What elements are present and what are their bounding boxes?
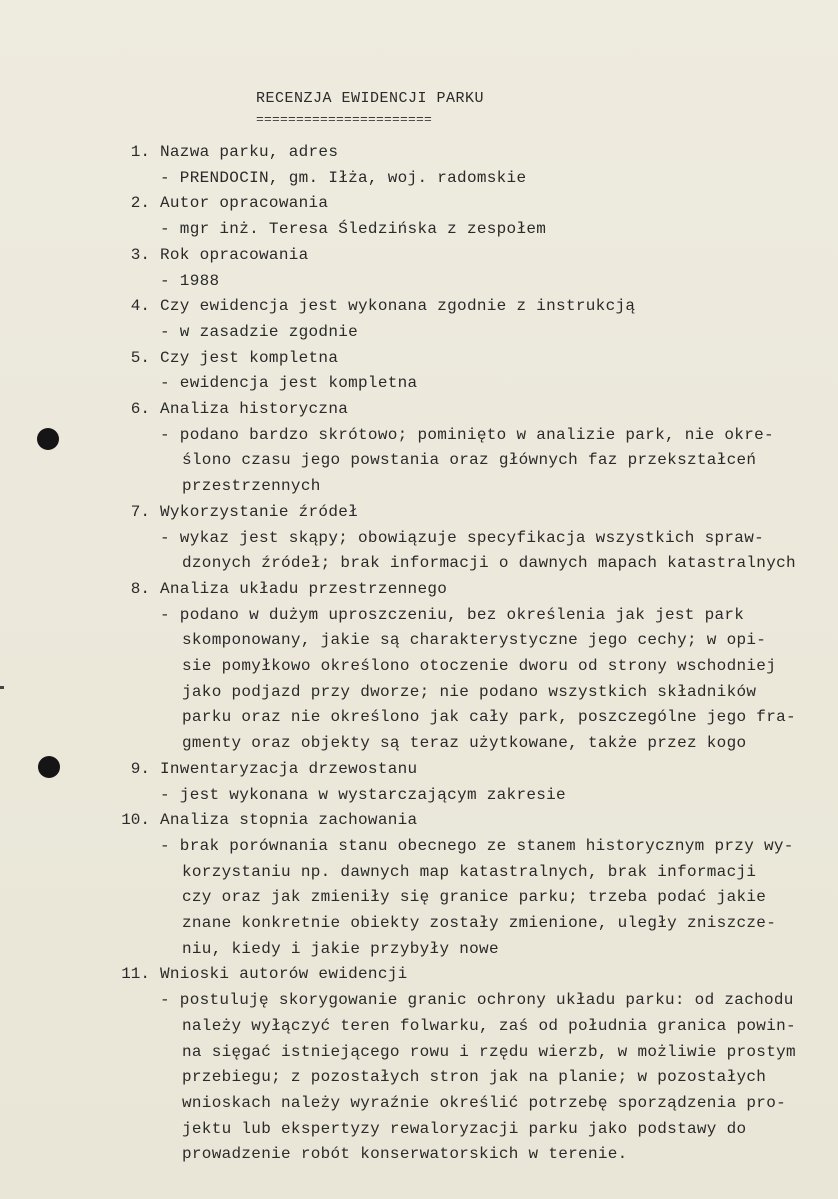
- item-body-line: prowadzenie robót konserwatorskich w terenie.: [182, 1145, 628, 1164]
- item-body-line: jako podjazd przy dworze; nie podano wszystkich składników: [182, 682, 757, 701]
- item-heading: Czy ewidencja jest wykonana zgodnie z instrukcją: [160, 297, 636, 316]
- item-body-line: czy oraz jak zmieniły się granice parku; trzeba podać jakie: [182, 888, 767, 907]
- item-heading: Rok opracowania: [160, 245, 309, 264]
- item-heading: Analiza stopnia zachowania: [160, 811, 418, 830]
- item-body-line: na sięgać istniejącego rowu i rzędu wierzb, w możliwie prostym: [182, 1042, 796, 1061]
- item-body-line: korzystaniu np. dawnych map katastralnych, brak informacji: [182, 862, 757, 881]
- punch-hole-top: [37, 428, 59, 450]
- edge-mark: [0, 686, 4, 689]
- title-underline: ======================: [256, 112, 433, 127]
- item-body-line: niu, kiedy i jakie przybyły nowe: [182, 939, 499, 958]
- item-body-line: - w zasadzie zgodnie: [160, 322, 359, 341]
- item-body-line: - mgr inż. Teresa Śledzińska z zespołem: [160, 220, 547, 239]
- item-heading: Analiza układu przestrzennego: [160, 579, 448, 598]
- item-body-line: dzonych źródeł; brak informacji o dawnych mapach katastralnych: [182, 554, 796, 573]
- item-number: 9.: [130, 759, 150, 778]
- item-number: 1.: [130, 143, 150, 161]
- item-body-line: skomponowany, jakie są charakterystyczne jego cechy; w opi-: [182, 631, 767, 650]
- item-heading: Nazwa parku, adres: [160, 143, 339, 161]
- item-number: 7.: [130, 502, 150, 521]
- item-body-line: - 1988: [160, 271, 220, 290]
- item-body-line: - podano w dużym uproszczeniu, bez określenia jak jest park: [160, 605, 745, 624]
- item-number: 8.: [130, 579, 150, 598]
- item-body-line: - PRENDOCIN, gm. Iłża, woj. radomskie: [160, 168, 527, 187]
- item-body-line: jektu lub ekspertyzy rewaloryzacji parku jako podstawy do: [182, 1119, 747, 1138]
- item-heading: Analiza historyczna: [160, 400, 349, 418]
- item-number: 11.: [121, 965, 150, 984]
- item-number: 10.: [121, 811, 150, 830]
- item-number: 2.: [130, 194, 150, 213]
- item-body-line: przebiegu; z pozostałych stron jak na planie; w pozostałych: [182, 1068, 767, 1087]
- item-body-line: gmenty oraz objekty są teraz użytkowane, także przez kogo: [182, 734, 747, 753]
- item-body-line: sie pomyłkowo określono otoczenie dworu od strony wschodniej: [182, 657, 777, 675]
- item-number: 3.: [130, 245, 150, 264]
- item-heading: Wnioski autorów ewidencji: [160, 965, 408, 984]
- item-body-line: znane konkretnie obiekty zostały zmienione, uległy zniszcze-: [182, 914, 777, 932]
- item-body-line: - jest wykonana w wystarczającym zakresie: [160, 785, 566, 804]
- item-heading: Wykorzystanie źródeł: [160, 502, 359, 521]
- item-heading: Autor opracowania: [160, 194, 329, 213]
- item-body-line: parku oraz nie określono jak cały park, poszczególne jego fra-: [182, 708, 796, 727]
- item-heading: Inwentaryzacja drzewostanu: [160, 759, 418, 778]
- item-number: 5.: [130, 348, 150, 367]
- item-body-line: należy wyłączyć teren folwarku, zaś od południa granica powin-: [182, 1016, 796, 1035]
- item-heading: Czy jest kompletna: [160, 348, 339, 367]
- item-body-line: - postuluję skorygowanie granic ochrony układu parku: od zachodu: [160, 991, 794, 1010]
- item-number: 6.: [130, 400, 150, 418]
- item-body-line: wnioskach należy wyraźnie określić potrzebę sporządzenia pro-: [182, 1093, 786, 1112]
- document-title: RECENZJA EWIDENCJI PARKU: [256, 90, 485, 107]
- item-number: 4.: [130, 297, 150, 316]
- punch-hole-bottom: [38, 756, 60, 778]
- item-body-line: - wykaz jest skąpy; obowiązuje specyfikacja wszystkich spraw-: [160, 528, 764, 547]
- item-body-line: - brak porównania stanu obecnego ze stanem historycznym przy wy-: [160, 836, 794, 855]
- item-body-line: - ewidencja jest kompletna: [160, 374, 418, 393]
- item-body-line: - podano bardzo skrótowo; pominięto w analizie park, nie okre-: [160, 425, 774, 444]
- item-body-line: ślono czasu jego powstania oraz głównych faz przekształceń: [182, 451, 757, 470]
- item-body-line: przestrzennych: [182, 477, 321, 496]
